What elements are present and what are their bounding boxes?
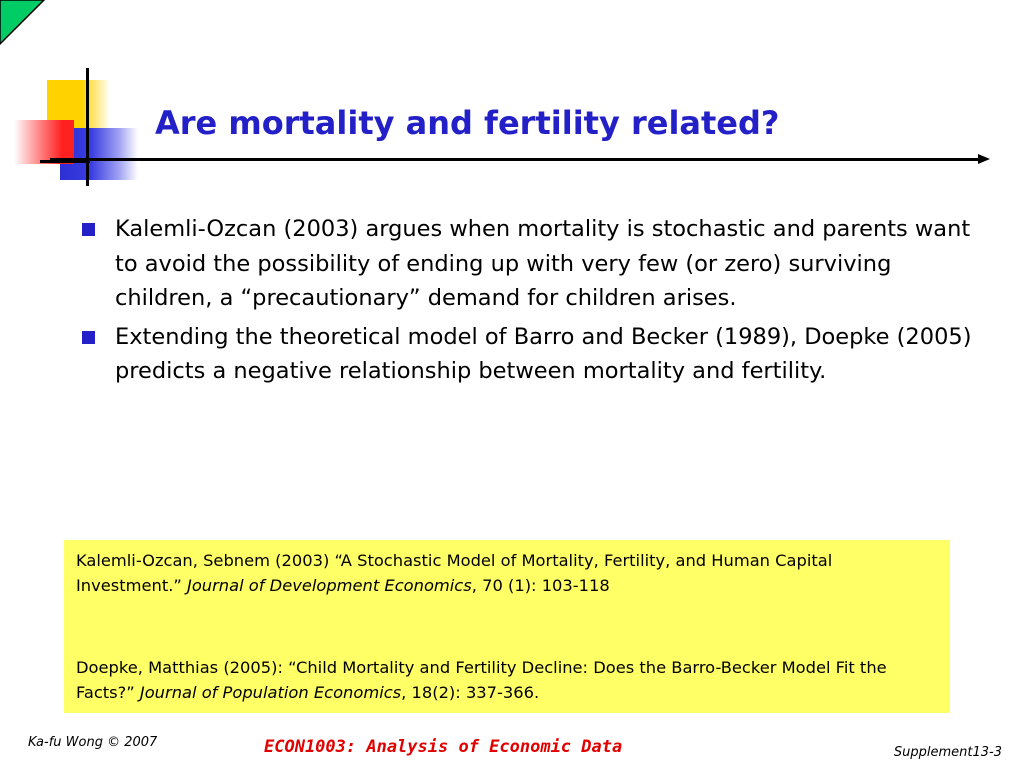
square-bullet-icon (82, 331, 95, 344)
footer-course-title: ECON1003: Analysis of Economic Data (264, 737, 623, 757)
footer-slide-number: Supplement13-3 (893, 745, 1002, 760)
square-bullet-icon (82, 223, 95, 236)
reference-text: Doepke, Matthias (2005): “Child Mortality and Fertility Decline: Does the Barro-Becker Model Fit the Facts?” (76, 658, 887, 702)
footer-author: Ka-fu Wong © 2007 (28, 735, 158, 750)
reference-item (76, 655, 940, 705)
vertical-line-decoration (86, 68, 89, 186)
corner-triangle-decoration (0, 0, 48, 48)
journal-name: Journal of Population Economics (139, 683, 402, 702)
slide-title: Are mortality and fertility related? (155, 104, 780, 142)
bullet-text: Kalemli-Ozcan (2003) argues when mortality is stochastic and parents want to avoid the possibility of ending up with very few (or zero) surviving children, a “precautionary” demand for children arises. (115, 216, 971, 311)
reference-item (76, 548, 938, 598)
arrow-head-icon (978, 154, 990, 164)
references-box (64, 540, 950, 713)
title-underline-arrow (50, 158, 980, 161)
bullet-list (82, 212, 972, 393)
bullet-item (82, 320, 972, 389)
journal-name: Journal of Development Economics (187, 576, 472, 595)
bullet-item (82, 212, 972, 316)
reference-details: , 70 (1): 103-118 (471, 576, 610, 595)
reference-text: Kalemli-Ozcan, Sebnem (2003) “A Stochastic Model of Mortality, Fertility, and Human Capital Investment.” (76, 551, 833, 595)
reference-details: , 18(2): 337-366. (401, 683, 540, 702)
bullet-text: Extending the theoretical model of Barro and Becker (1989), Doepke (2005) predicts a negative relationship between mortality and fertility. (115, 323, 972, 384)
